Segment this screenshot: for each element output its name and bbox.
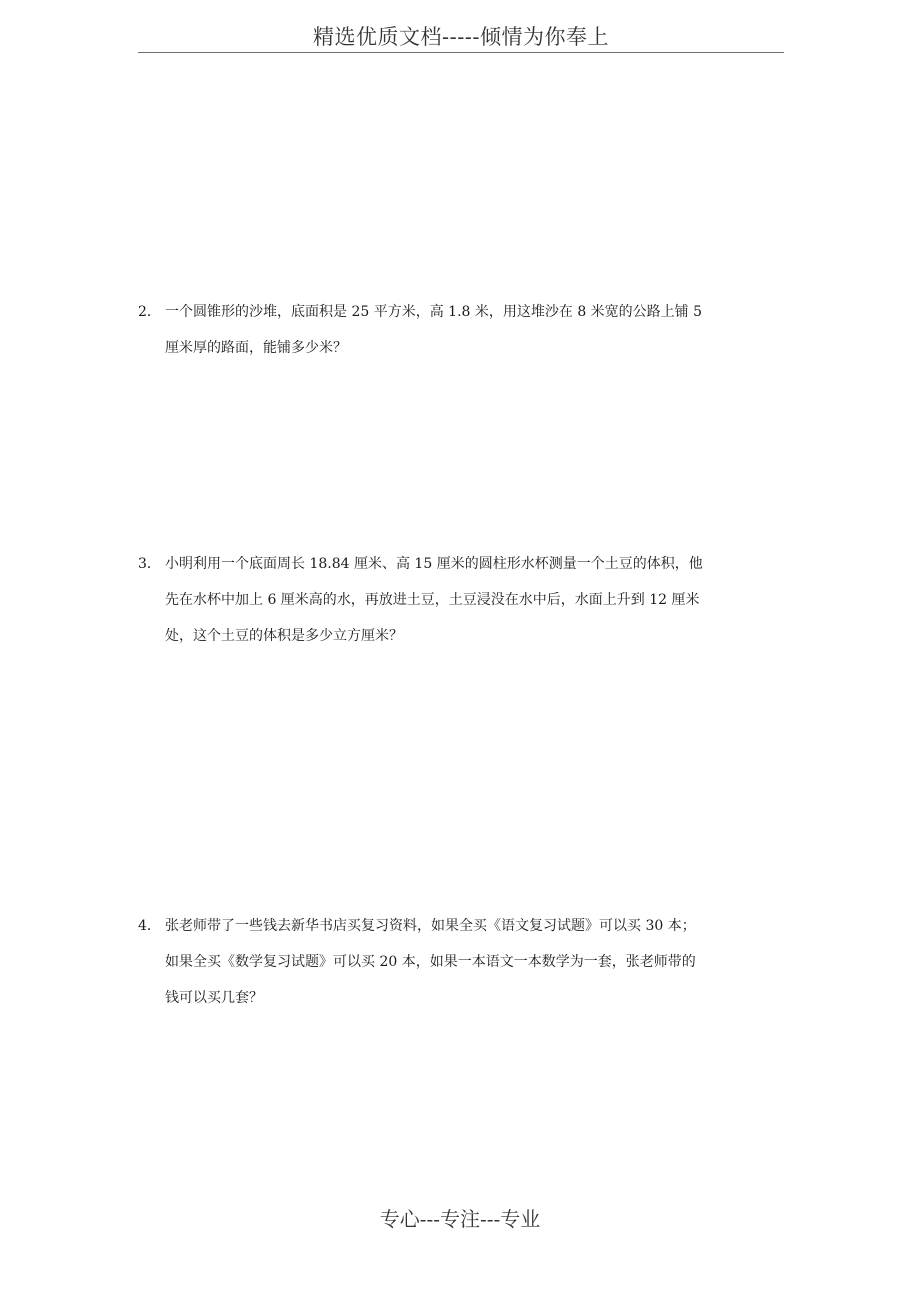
- page-footer-text: 专心---专注---专业: [379, 1207, 541, 1231]
- page-header: [138, 22, 784, 53]
- question-text: 钱可以买几套？: [165, 990, 263, 1006]
- question-3: [138, 546, 778, 654]
- question-line: [138, 546, 778, 582]
- page-header-title: 精选优质文档-----倾情为你奉上: [313, 25, 609, 49]
- question-text: 处，这个土豆的体积是多少立方厘米？: [165, 628, 403, 644]
- question-number: 3．: [138, 556, 161, 572]
- question-4: [138, 908, 778, 1016]
- question-number: 2．: [138, 304, 161, 320]
- question-text: 厘米厚的路面，能铺多少米？: [165, 340, 347, 356]
- question-text: 一个圆锥形的沙堆，底面积是 25 平方米，高 1.8 米，用这堆沙在 8 米宽的公路上铺 5: [165, 304, 703, 320]
- question-text: 小明利用一个底面周长 18.84 厘米、高 15 厘米的圆柱形水杯测量一个土豆的体积，他: [165, 556, 703, 572]
- question-line: [138, 908, 778, 944]
- question-2: [138, 294, 778, 366]
- question-line: [138, 294, 778, 330]
- question-text: 张老师带了一些钱去新华书店买复习资料，如果全买《语文复习试题》可以买 30 本；: [165, 918, 696, 934]
- question-text: 如果全买《数学复习试题》可以买 20 本，如果一本语文一本数学为一套，张老师带的: [165, 954, 696, 970]
- question-text: 先在水杯中加上 6 厘米高的水，再放进土豆，土豆浸没在水中后，水面上升到 12 厘米: [165, 592, 700, 608]
- page-footer: [0, 1204, 920, 1234]
- question-number: 4．: [138, 918, 161, 934]
